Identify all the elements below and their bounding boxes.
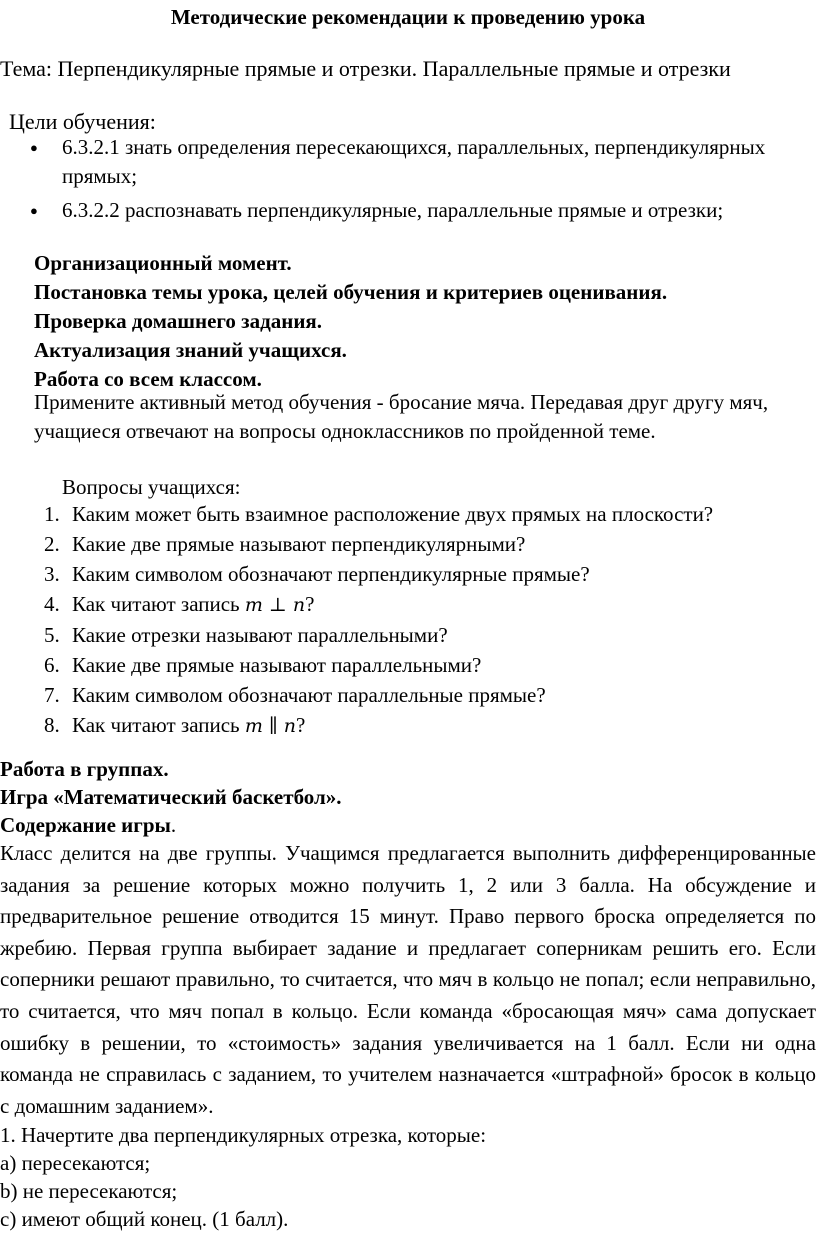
questions-heading: Вопросы учащихся:	[62, 475, 241, 499]
lesson-topic: Тема: Перпендикулярные прямые и отрезки. Параллельные прямые и отрезки	[0, 56, 731, 81]
section-homework-check: Проверка домашнего задания.	[34, 309, 323, 333]
task-1-option-b: b) не пересекаются;	[0, 1179, 178, 1203]
goal-item: ● 6.3.2.2 распознавать перпендикулярные, параллельные прямые и отрезки;	[0, 196, 800, 225]
question-item: 2. Какие две прямые называют перпендикулярными?	[44, 532, 526, 556]
game-content-label: Содержание игры.	[0, 813, 177, 837]
question-item: 3. Каким символом обозначают перпендикулярные прямые?	[44, 562, 590, 586]
game-title: Игра «Математический баскетбол».	[0, 785, 342, 809]
question-item: 8. Как читают запись m ∥ n?	[44, 713, 306, 737]
math-parallel: m ∥ n	[244, 715, 296, 737]
section-group-work: Работа в группах.	[0, 757, 169, 781]
questions-list	[0, 500, 800, 741]
question-item: 7. Каким символом обозначают параллельные прямые?	[44, 683, 546, 707]
goals-heading: Цели обучения:	[9, 109, 156, 134]
game-description: Класс делится на две группы. Учащимся предлагается выполнить дифференцированные задания за решение которых можно получить 1, 2 или 3 балла. На обсуждение и предварительное решение отводится 15 минут. Право первого броска определяется по жребию. Первая группа выбирает задание и предлагает соперникам решить его. Если соперники решают правильно, то считается, что мяч в кольцо не попал; если неправильно, то считается, что мяч попал в кольцо. Если команда «бросающая мяч» сама допускает ошибку в решении, то «стоимость» задания увеличивается на 1 балл. Если ни одна команда не справилась с заданием, то учителем назначается «штрафной» бросок в кольцо с домашним заданием».	[0, 841, 816, 1118]
section-actualization: Актуализация знаний учащихся.	[34, 338, 347, 362]
question-item: 6. Какие две прямые называют параллельными?	[44, 653, 482, 677]
section-goal-setting: Постановка темы урока, целей обучения и критериев оценивания.	[34, 280, 668, 304]
question-item: 5. Какие отрезки называют параллельными?	[44, 623, 448, 647]
task-1-option-c: с) имеют общий конец. (1 балл).	[0, 1207, 289, 1231]
task-1-option-a: а) пересекаются;	[0, 1151, 151, 1175]
goal-item: ● 6.3.2.1 знать определения пересекающихся, параллельных, перпендикулярных прямых;	[0, 133, 800, 191]
document-title: Методические рекомендации к проведению урока	[170, 5, 646, 29]
section-org-moment: Организационный момент.	[34, 251, 292, 275]
task-1-title: 1. Начертите два перпендикулярных отрезка, которые:	[0, 1123, 487, 1147]
question-item: 4. Как читают запись m ⊥ n?	[44, 592, 315, 616]
goals-list	[0, 133, 800, 230]
question-item: 1. Каким может быть взаимное расположение двух прямых на плоскости?	[44, 502, 714, 526]
section-whole-class: Работа со всем классом.	[34, 367, 262, 391]
whole-class-text: Примените активный метод обучения - бросание мяча. Передавая друг другу мяч, учащиеся отвечают на вопросы одноклассников по пройденной теме.	[34, 390, 769, 443]
math-perpendicular: m ⊥ n	[244, 594, 306, 616]
